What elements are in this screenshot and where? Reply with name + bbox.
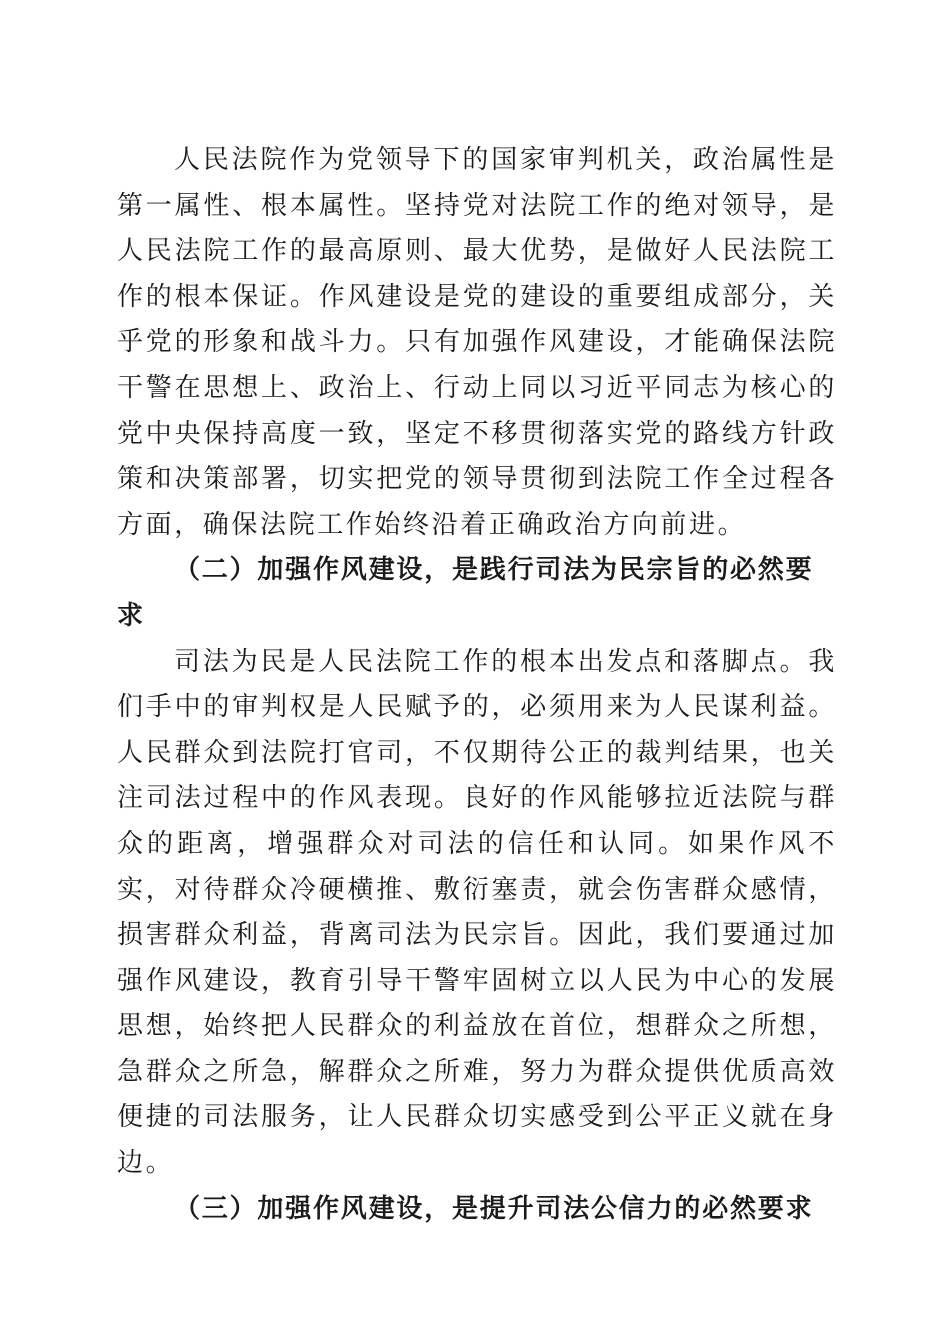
document-body [117, 138, 837, 1232]
body-paragraph-1: 人民法院作为党领导下的国家审判机关，政治属性是第一属性、根本属性。坚持党对法院工作的绝对领导，是人民法院工作的最高原则、最大优势，是做好人民法院工作的根本保证。作风建设是党的建设的重要组成部分，关乎党的形象和战斗力。只有加强作风建设，才能确保法院干警在思想上、政治上、行动上同以习近平同志为核心的党中央保持高度一致，坚定不移贯彻落实党的路线方针政策和决策部署，切实把党的领导贯彻到法院工作全过程各方面，确保法院工作始终沿着正确政治方向前进。 [117, 145, 837, 540]
section-heading-2: （二）加强作风建设，是践行司法为民宗旨的必然要求 [117, 555, 814, 631]
body-paragraph-2: 司法为民是人民法院工作的根本出发点和落脚点。我们手中的审判权是人民赋予的，必须用来为人民谋利益。人民群众到法院打官司，不仅期待公正的裁判结果，也关注司法过程中的作风表现。良好的作风能够拉近法院与群众的距离，增强群众对司法的信任和认同。如果作风不实，对待群众冷硬横推、敷衍塞责，就会伤害群众感情，损害群众利益，背离司法为民宗旨。因此，我们要通过加强作风建设，教育引导干警牢固树立以人民为中心的发展思想，始终把人民群众的利益放在首位，想群众之所想，急群众之所急，解群众之所难，努力为群众提供优质高效便捷的司法服务，让人民群众切实感受到公平正义就在身边。 [117, 646, 837, 1179]
section-heading-3: （三）加强作风建设，是提升司法公信力的必然要求 [174, 1193, 814, 1224]
